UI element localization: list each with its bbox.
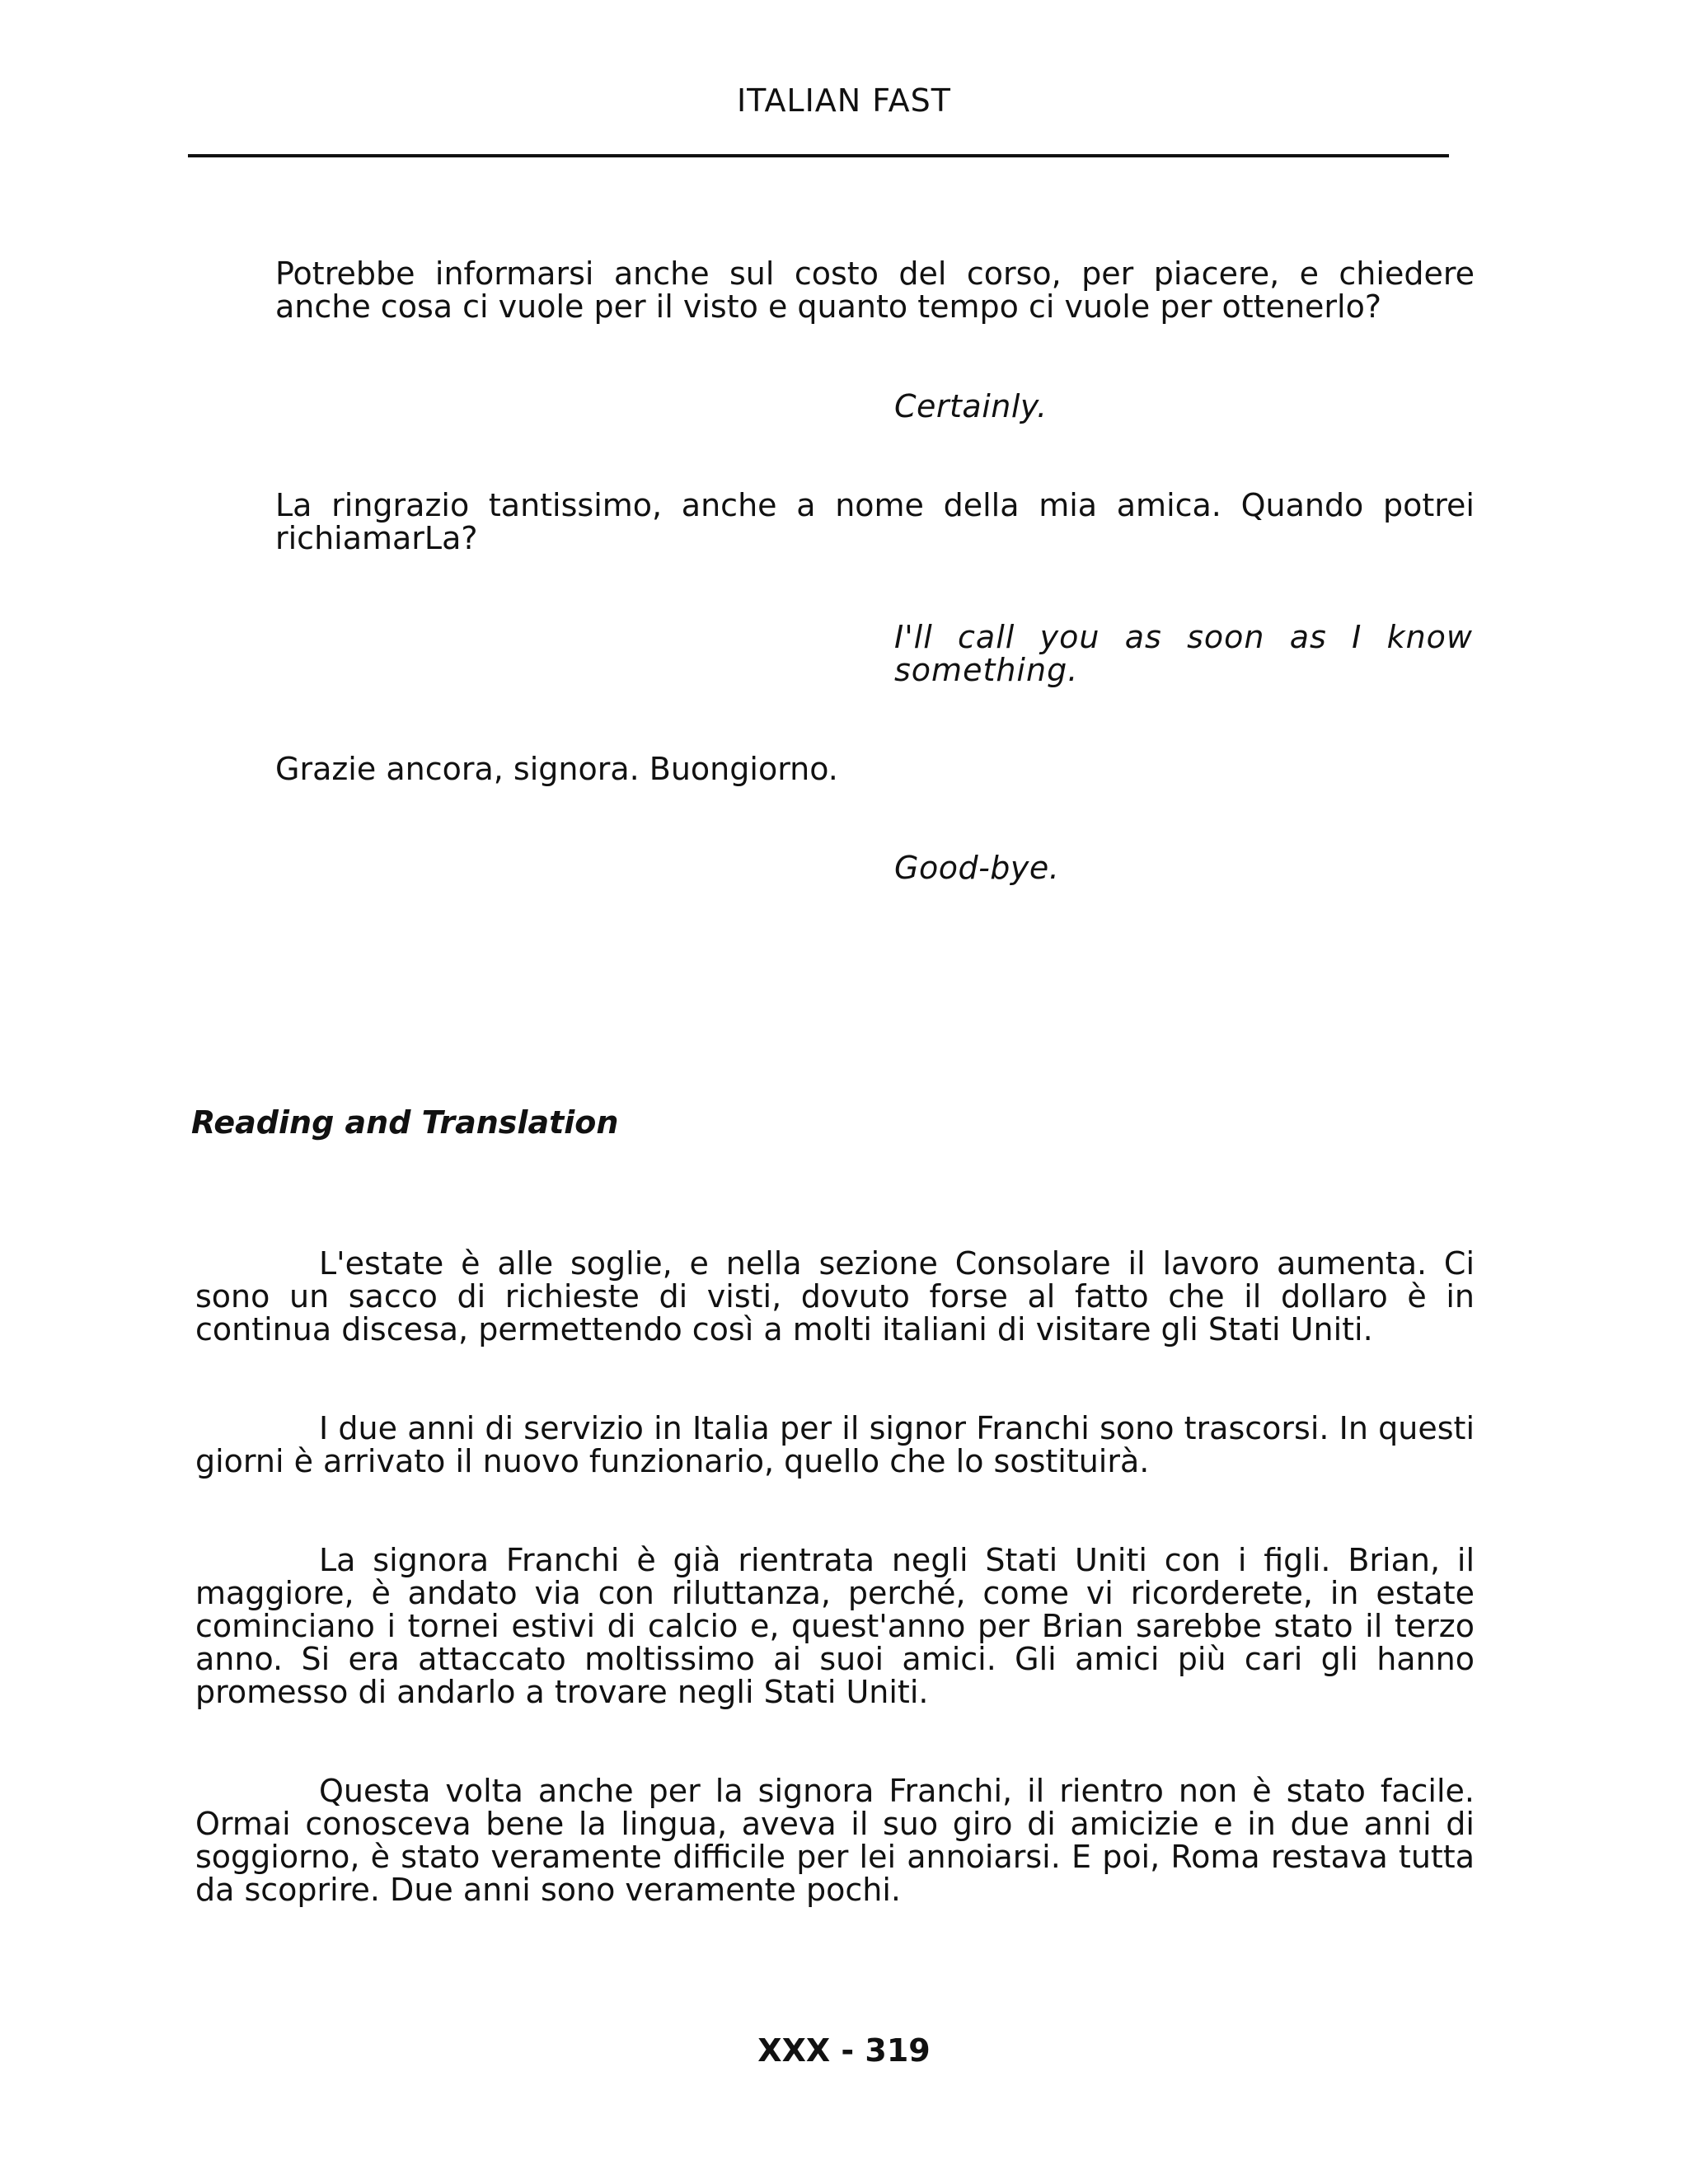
header-rule bbox=[188, 154, 1449, 157]
page-number: XXX - 319 bbox=[757, 2032, 931, 2069]
italian-line-1: Potrebbe informarsi anche sul costo del corso, per piacere, e chiedere anche cosa ci vuole per il visto e quanto tempo ci vuole per ottenerlo? bbox=[275, 255, 1475, 325]
reading-paragraph-1: L'estate è alle soglie, e nella sezione Consolare il lavoro aumenta. Ci sono un sacco di richieste di visti, dovuto forse al fatto che il dollaro è in continua discesa, permettendo così a molti italiani di visitare gli Stati Uniti. bbox=[195, 1245, 1475, 1347]
english-line-1: Certainly. bbox=[894, 388, 1048, 424]
english-line-3: Good-bye. bbox=[894, 850, 1060, 886]
reading-paragraph-2: I due anni di servizio in Italia per il signor Franchi sono trascorsi. In questi giorni è arrivato il nuovo funzionario, quello che lo sostituirà. bbox=[195, 1410, 1475, 1479]
reading-paragraph-3: La signora Franchi è già rientrata negli Stati Uniti con i figli. Brian, il maggiore, è andato via con riluttanza, perché, come vi ricorderete, in estate cominciano i tornei estivi di calcio e, quest'anno per Brian sarebbe stato il terzo anno. Si era attaccato moltissimo ai suoi amici. Gli amici più cari gli hanno promesso di andarlo a trovare negli Stati Uniti. bbox=[195, 1542, 1475, 1710]
reading-paragraph-4: Questa volta anche per la signora Franchi, il rientro non è stato facile. Ormai conosceva bene la lingua, aveva il suo giro di amicizie e in due anni di soggiorno, è stato veramente difficile per lei annoiarsi. E poi, Roma restava tutta da scoprire. Due anni sono veramente pochi. bbox=[195, 1773, 1475, 1908]
italian-line-2: La ringrazio tantissimo, anche a nome della mia amica. Quando potrei richiamarLa? bbox=[275, 487, 1475, 556]
english-line-2: I'll call you as soon as I know something. bbox=[894, 619, 1473, 688]
section-title: Reading and Translation bbox=[191, 1104, 619, 1141]
running-header: ITALIAN FAST bbox=[736, 82, 952, 119]
italian-line-3: Grazie ancora, signora. Buongiorno. bbox=[275, 751, 838, 787]
